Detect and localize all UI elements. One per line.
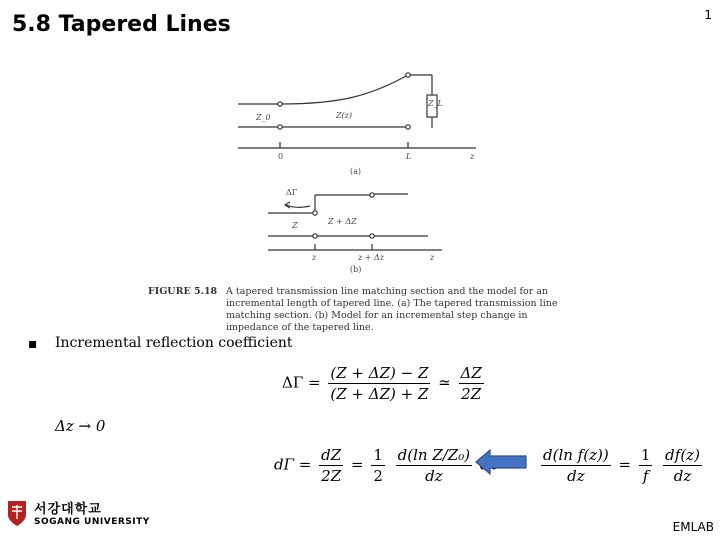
tapered-conductor bbox=[280, 75, 408, 104]
eq2-fraction1 bbox=[319, 446, 343, 485]
eq2-f3-den: dz bbox=[425, 467, 443, 485]
eq1-fraction2 bbox=[459, 364, 484, 403]
eq3-f1-den: dz bbox=[567, 467, 585, 485]
eq2-fraction2 bbox=[371, 446, 385, 485]
eq1-denominator2: 2Z bbox=[461, 385, 482, 403]
figure-a bbox=[238, 73, 476, 148]
z-label-b: Z bbox=[292, 221, 298, 230]
eq1-fraction bbox=[328, 364, 430, 403]
eq3-f3-den: dz bbox=[673, 467, 692, 485]
eq3-f2-num: 1 bbox=[640, 446, 651, 464]
delta-gamma-label: ΔΓ bbox=[286, 188, 298, 197]
axis-z-label-b: z bbox=[430, 253, 435, 262]
terminal-node bbox=[406, 73, 410, 77]
part-b-label: (b) bbox=[350, 265, 362, 274]
terminal-node bbox=[278, 102, 282, 106]
eq3-fraction1 bbox=[541, 446, 611, 485]
tapered-line-figure bbox=[230, 68, 490, 278]
logo-korean: 서강대학교 bbox=[34, 502, 102, 517]
logo-text bbox=[34, 498, 150, 527]
reflection-arc bbox=[286, 205, 310, 207]
tick-zero-label: 0 bbox=[278, 152, 284, 161]
eq3-equals: = bbox=[618, 455, 632, 474]
terminal-node bbox=[278, 125, 282, 129]
reflection-equation bbox=[282, 364, 487, 403]
eq1-numerator: (Z + ΔZ) − Z bbox=[330, 364, 429, 382]
eq2-f1-den: 2Z bbox=[321, 467, 342, 485]
eq2-lhs: dΓ = bbox=[274, 455, 312, 474]
eq1-denominator: (Z + ΔZ) + Z bbox=[330, 385, 429, 403]
logo-english: SOGANG UNIVERSITY bbox=[34, 517, 150, 527]
slide-title: 5.8 Tapered Lines bbox=[12, 12, 231, 37]
part-a-label: (a) bbox=[350, 167, 362, 176]
eq2-f2-num: 1 bbox=[373, 446, 383, 464]
eq3-fraction3 bbox=[663, 446, 702, 485]
limit-expression: Δz → 0 bbox=[55, 417, 106, 435]
terminal-node bbox=[370, 193, 374, 197]
bullet-text: Incremental reflection coefficient bbox=[55, 335, 293, 351]
terminal-node bbox=[406, 125, 410, 129]
eq1-approx: ≃ bbox=[438, 373, 451, 392]
eq2-f2-den: 2 bbox=[373, 467, 383, 485]
z0-label: Z_0 bbox=[256, 113, 271, 122]
load-label: Z_L bbox=[428, 99, 443, 108]
terminal-node bbox=[313, 211, 317, 215]
eq1-lhs: ΔΓ = bbox=[282, 373, 321, 392]
caption-label: FIGURE 5.18 bbox=[148, 286, 218, 297]
left-arrow-icon bbox=[474, 448, 528, 476]
eq1-numerator2: ΔZ bbox=[460, 364, 482, 382]
eq2-f3-num: d(ln Z/Z₀) bbox=[397, 446, 471, 464]
page-number: 1 bbox=[704, 8, 712, 22]
differential-equation bbox=[274, 446, 497, 485]
footer-label: EMLAB bbox=[672, 520, 714, 534]
terminal-node bbox=[313, 234, 317, 238]
eq2-equals: = bbox=[350, 455, 364, 474]
tick-L-label: L bbox=[406, 152, 412, 161]
eq2-fraction3 bbox=[396, 446, 472, 485]
caption-text: A tapered transmission line matching section and the model for an incremental length of tapered line. (a) The tapered transmission line matching section. (b) Model for an incremental step change in impedance of the tapered line. bbox=[226, 286, 558, 333]
university-shield-icon bbox=[6, 499, 28, 527]
eq3-f2-den: f bbox=[642, 467, 649, 485]
log-derivative-equation bbox=[538, 446, 705, 485]
eq3-fraction2 bbox=[639, 446, 653, 485]
terminal-node bbox=[370, 234, 374, 238]
axis-z-label-a: z bbox=[470, 152, 475, 161]
university-logo bbox=[6, 498, 150, 527]
tick-z-label: z bbox=[312, 253, 317, 262]
tick-z-dz-label: z + Δz bbox=[358, 253, 384, 262]
eq3-f3-num: df(z) bbox=[665, 446, 700, 464]
zz-label: Z(z) bbox=[336, 111, 353, 120]
eq3-f1-num: d(ln f(z)) bbox=[543, 446, 609, 464]
z-plus-dz-label: Z + ΔZ bbox=[328, 217, 357, 226]
eq2-f1-num: dZ bbox=[321, 446, 342, 464]
bullet-marker: ▪ bbox=[28, 336, 38, 352]
